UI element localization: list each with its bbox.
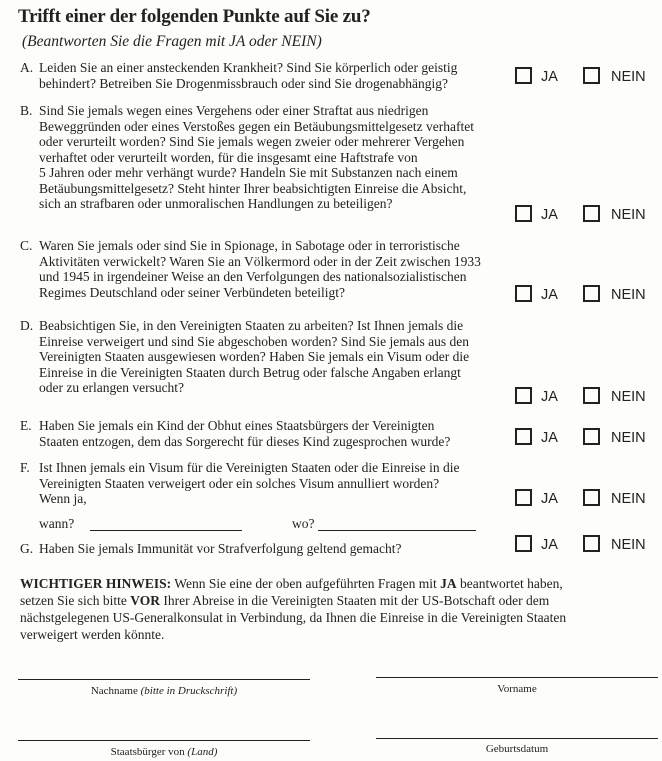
no-checkbox[interactable] (583, 535, 600, 552)
question-line: Aktivitäten verwickelt? Waren Sie an Völkermord oder in der Zeit zwischen 1933 (39, 253, 481, 269)
question-line: Leiden Sie an einer ansteckenden Krankheit? Sind Sie körperlich oder geistig (39, 60, 458, 75)
when-label: wann? (39, 516, 75, 531)
notice-text: setzen Sie sich bitte (20, 593, 131, 608)
yes-checkbox[interactable] (515, 489, 532, 506)
citizenship-input[interactable] (18, 740, 310, 741)
question-line: Vereinigten Staaten ausgewiesen worden? Haben Sie jemals ein Visum oder die (39, 349, 470, 364)
where-label: wo? (292, 516, 315, 531)
notice-emphasis: JA (440, 576, 457, 591)
notice-emphasis: VOR (130, 593, 160, 608)
yes-label: JA (541, 69, 558, 85)
no-label: NEIN (611, 69, 646, 85)
no-label: NEIN (611, 389, 646, 405)
citizenship-label-text: Staatsbürger von (110, 746, 185, 758)
form-subtitle: (Beantworten Sie die Fragen mit JA oder NEIN) (22, 33, 322, 50)
yes-checkbox[interactable] (515, 535, 532, 552)
birthdate-input[interactable] (376, 738, 658, 739)
question-letter: E. (20, 418, 32, 433)
question-line: 5 Jahren oder mehr verhängt wurde? Handeln Sie mit Substanzen nach einem (39, 165, 458, 180)
notice-text: beantwortet haben, (456, 576, 563, 591)
surname-input[interactable] (18, 679, 310, 680)
citizenship-hint: (Land) (187, 746, 218, 758)
yes-checkbox[interactable] (515, 387, 532, 404)
no-checkbox[interactable] (583, 428, 600, 445)
where-input[interactable] (318, 530, 476, 531)
yes-label: JA (541, 207, 558, 223)
question-line: Einreise verweigert und sind Sie abgeschoben worden? Sind Sie jemals aus den (39, 333, 470, 349)
no-label: NEIN (611, 287, 646, 303)
yes-label: JA (541, 537, 558, 553)
question-line: Beweggründen oder eines Verstoßes gegen ein Betäubungsmittelgesetz verhaftet (39, 118, 474, 134)
question-line: Betäubungsmittelgesetz? Steht hinter Ihrer beabsichtigten Einreise die Absicht, (39, 180, 467, 196)
yes-checkbox[interactable] (515, 205, 532, 222)
yes-label: JA (541, 287, 558, 303)
question-letter: F. (20, 460, 30, 475)
question-c (20, 238, 510, 300)
question-line: Staaten entzogen, dem das Sorgerecht für dieses Kind zugesprochen wurde? (39, 433, 451, 449)
no-checkbox[interactable] (583, 205, 600, 222)
notice-heading: WICHTIGER HINWEIS: (20, 576, 172, 591)
question-a (20, 60, 510, 91)
question-g (20, 541, 510, 557)
question-letter: B. (20, 103, 33, 118)
question-line: behindert? Betreiben Sie Drogenmissbrauch oder sind Sie drogenabhängig? (39, 75, 449, 91)
yes-checkbox[interactable] (515, 428, 532, 445)
no-label: NEIN (611, 207, 646, 223)
no-label: NEIN (611, 491, 646, 507)
birthdate-label: Geburtsdatum (485, 743, 549, 755)
question-letter: A. (20, 60, 34, 75)
question-line: verhaftet oder verurteilt worden, für die insgesamt eine Haftstrafe von (39, 149, 418, 165)
question-e (20, 418, 510, 449)
no-checkbox[interactable] (583, 489, 600, 506)
question-line: Sind Sie jemals wegen eines Vergehens oder einer Straftat aus niedrigen (39, 103, 429, 118)
notice-text: Wenn Sie eine der oben aufgeführten Fragen mit (171, 576, 441, 591)
yes-checkbox[interactable] (515, 67, 532, 84)
question-d (20, 318, 510, 396)
answer-f (515, 489, 662, 511)
question-letter: G. (20, 541, 34, 556)
form-title: Trifft einer der folgenden Punkte auf Sie zu? (18, 6, 371, 27)
citizenship-label (18, 746, 310, 758)
question-f (20, 460, 510, 507)
notice-text: verweigert werden könnte. (20, 627, 165, 642)
question-line: Regimes Deutschland oder seiner Verbündeten beteiligt? (39, 284, 346, 300)
question-line: Vereinigten Staaten verweigert oder ein solches Visum annulliert worden? (39, 475, 440, 491)
surname-hint: (bitte in Druckschrift) (140, 685, 238, 697)
no-checkbox[interactable] (583, 285, 600, 302)
question-line: Wenn ja, (39, 491, 87, 506)
question-b (20, 103, 510, 212)
question-line: und 1945 in irgendeiner Weise an den Verfolgungen des nationalsozialistischen (39, 269, 467, 284)
when-input[interactable] (90, 530, 242, 531)
yes-label: JA (541, 430, 558, 446)
answer-b (515, 205, 662, 227)
question-letter: D. (20, 318, 34, 333)
question-line: Haben Sie jemals ein Kind der Obhut eines Staatsbürgers der Vereinigten (39, 418, 435, 433)
notice-text: Ihrer Abreise in die Vereinigten Staaten mit der US-Botschaft oder dem (159, 593, 550, 608)
important-notice (20, 575, 652, 643)
question-line: Ist Ihnen jemals ein Visum für die Vereinigten Staaten oder die Einreise in die (39, 460, 460, 475)
question-line: Einreise in die Vereinigten Staaten durch Betrug oder falsche Angaben erlangt (39, 364, 461, 380)
no-checkbox[interactable] (583, 387, 600, 404)
answer-e (515, 428, 662, 450)
answer-g (515, 535, 662, 557)
no-label: NEIN (611, 430, 646, 446)
notice-text: nächstgelegenen US-Generalkonsulat in Verbindung, da Ihnen die Einreise in die Vereinigten Staaten (20, 610, 567, 625)
question-line: oder verurteilt worden? Sind Sie jemals wegen zweier oder mehrerer Vergehen (39, 134, 465, 149)
question-line: Haben Sie jemals Immunität vor Strafverfolgung geltend gemacht? (39, 541, 402, 556)
answer-a (515, 67, 662, 89)
question-letter: C. (20, 238, 33, 253)
yes-label: JA (541, 491, 558, 507)
no-label: NEIN (611, 537, 646, 553)
question-line: Beabsichtigen Sie, in den Vereinigten Staaten zu arbeiten? Ist Ihnen jemals die (39, 318, 464, 333)
surname-label (18, 685, 310, 697)
yes-label: JA (541, 389, 558, 405)
firstname-label: Vorname (497, 683, 537, 695)
question-line: sich an strafbaren oder unmoralischen Handlungen zu beteiligen? (39, 196, 393, 211)
firstname-input[interactable] (376, 677, 658, 678)
no-checkbox[interactable] (583, 67, 600, 84)
answer-d (515, 387, 662, 409)
question-line: oder zu erlangen versucht? (39, 380, 185, 395)
question-line: Waren Sie jemals oder sind Sie in Spionage, in Sabotage oder in terroristische (39, 238, 460, 253)
surname-label-text: Nachname (90, 685, 138, 697)
yes-checkbox[interactable] (515, 285, 532, 302)
answer-c (515, 285, 662, 307)
